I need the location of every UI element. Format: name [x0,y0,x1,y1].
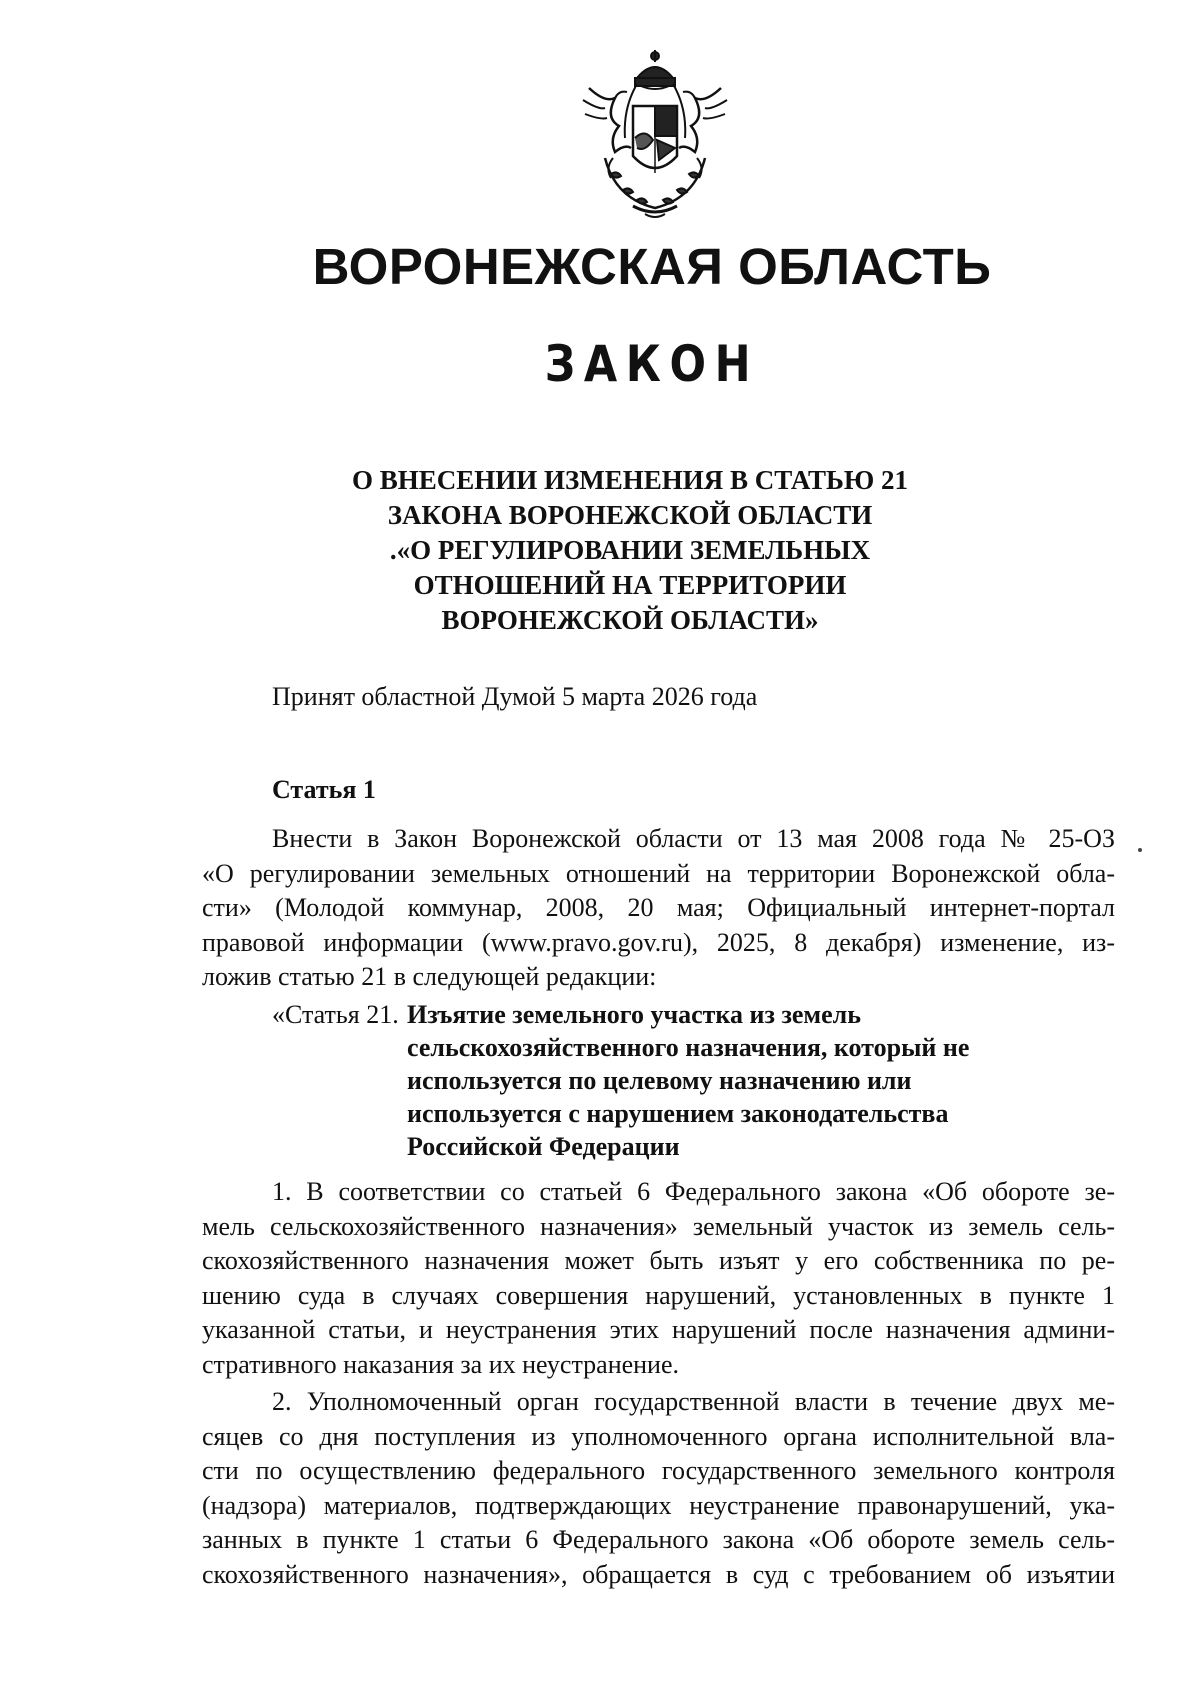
law-title-line: О ВНЕСЕНИИ ИЗМЕНЕНИЯ В СТАТЬЮ 21 [351,465,909,495]
text-line: мель сельскохозяйственного назначения» земельный участок из земель сель- [202,1211,1115,1241]
text-line: указанной статьи, и неустранения этих нарушений после назначения админи- [202,1315,1115,1344]
article-21-item-2 [202,1385,1115,1592]
scan-speck [1138,848,1142,852]
text-line: стративного наказания за их неустранение. [202,1349,680,1379]
law-title-line: .«О РЕГУЛИРОВАНИИ ЗЕМЕЛЬНЫХ [389,535,871,565]
text-line: скохозяйственного назначения», обращается в суд с требованием об изъятии [202,1559,1115,1589]
text-line: 2. Уполномоченный орган государственной власти в течение двух ме- [272,1387,1115,1416]
law-title-line: ОТНОШЕНИЙ НА ТЕРРИТОРИИ [413,570,847,600]
text-line: сяцев со дня поступления из уполномоченного органа исполнительной вла- [202,1421,1115,1451]
region-heading: ВОРОНЕЖСКАЯ ОБЛАСТЬ [312,238,992,295]
law-title-line: ЗАКОНА ВОРОНЕЖСКОЙ ОБЛАСТИ [387,500,873,530]
text-line: сти по осуществлению федерального государственного земельного контроля [202,1456,1115,1485]
text-line: скохозяйственного назначения может быть изъят у его собственника по ре- [202,1246,1115,1275]
text-line: «О регулировании земельных отношений на территории Воронежской обла- [202,858,1115,888]
article-1-heading: Статья 1 [272,775,376,804]
law-title-line: ВОРОНЕЖСКОЙ ОБЛАСТИ» [441,605,819,635]
article-21-label: «Статья 21. [272,1000,399,1029]
document-type-heading: ЗАКОН [544,335,760,393]
adoption-date: Принят областной Думой 5 марта 2026 года [272,682,758,711]
article-21-title: Изъятие земельного участка из земель сельскохозяйственного назначения, который не используется по целевому назначению или используется с нарушением законодательства Российской Федерации [407,1000,970,1161]
text-line: занных в пункте 1 статьи 6 Федерального закона «Об обороте земель сель- [202,1525,1115,1554]
law-title [270,463,990,638]
text-line: Внести в Закон Воронежской области от 13 мая 2008 года № 25-ОЗ [272,824,1115,853]
text-line: правовой информации (www.pravo.gov.ru), 2025, 8 декабря) изменение, из- [202,927,1115,957]
text-line: шению суда в случаях совершения нарушений, установленных в пункте 1 [202,1280,1115,1310]
text-line: 1. В соответствии со статьей 6 Федерального закона «Об обороте зе- [272,1177,1115,1206]
article-21-item-1 [202,1175,1115,1382]
text-line: сти» (Молодой коммунар, 2008, 20 мая; Официальный интернет-портал [202,893,1115,922]
article-1-body [202,822,1115,995]
text-line: (надзора) материалов, подтверждающих неустранение правонарушений, ука- [202,1490,1115,1520]
coat-of-arms-icon [575,48,735,220]
text-line: ложив статью 21 в следующей редакции: [202,962,657,991]
